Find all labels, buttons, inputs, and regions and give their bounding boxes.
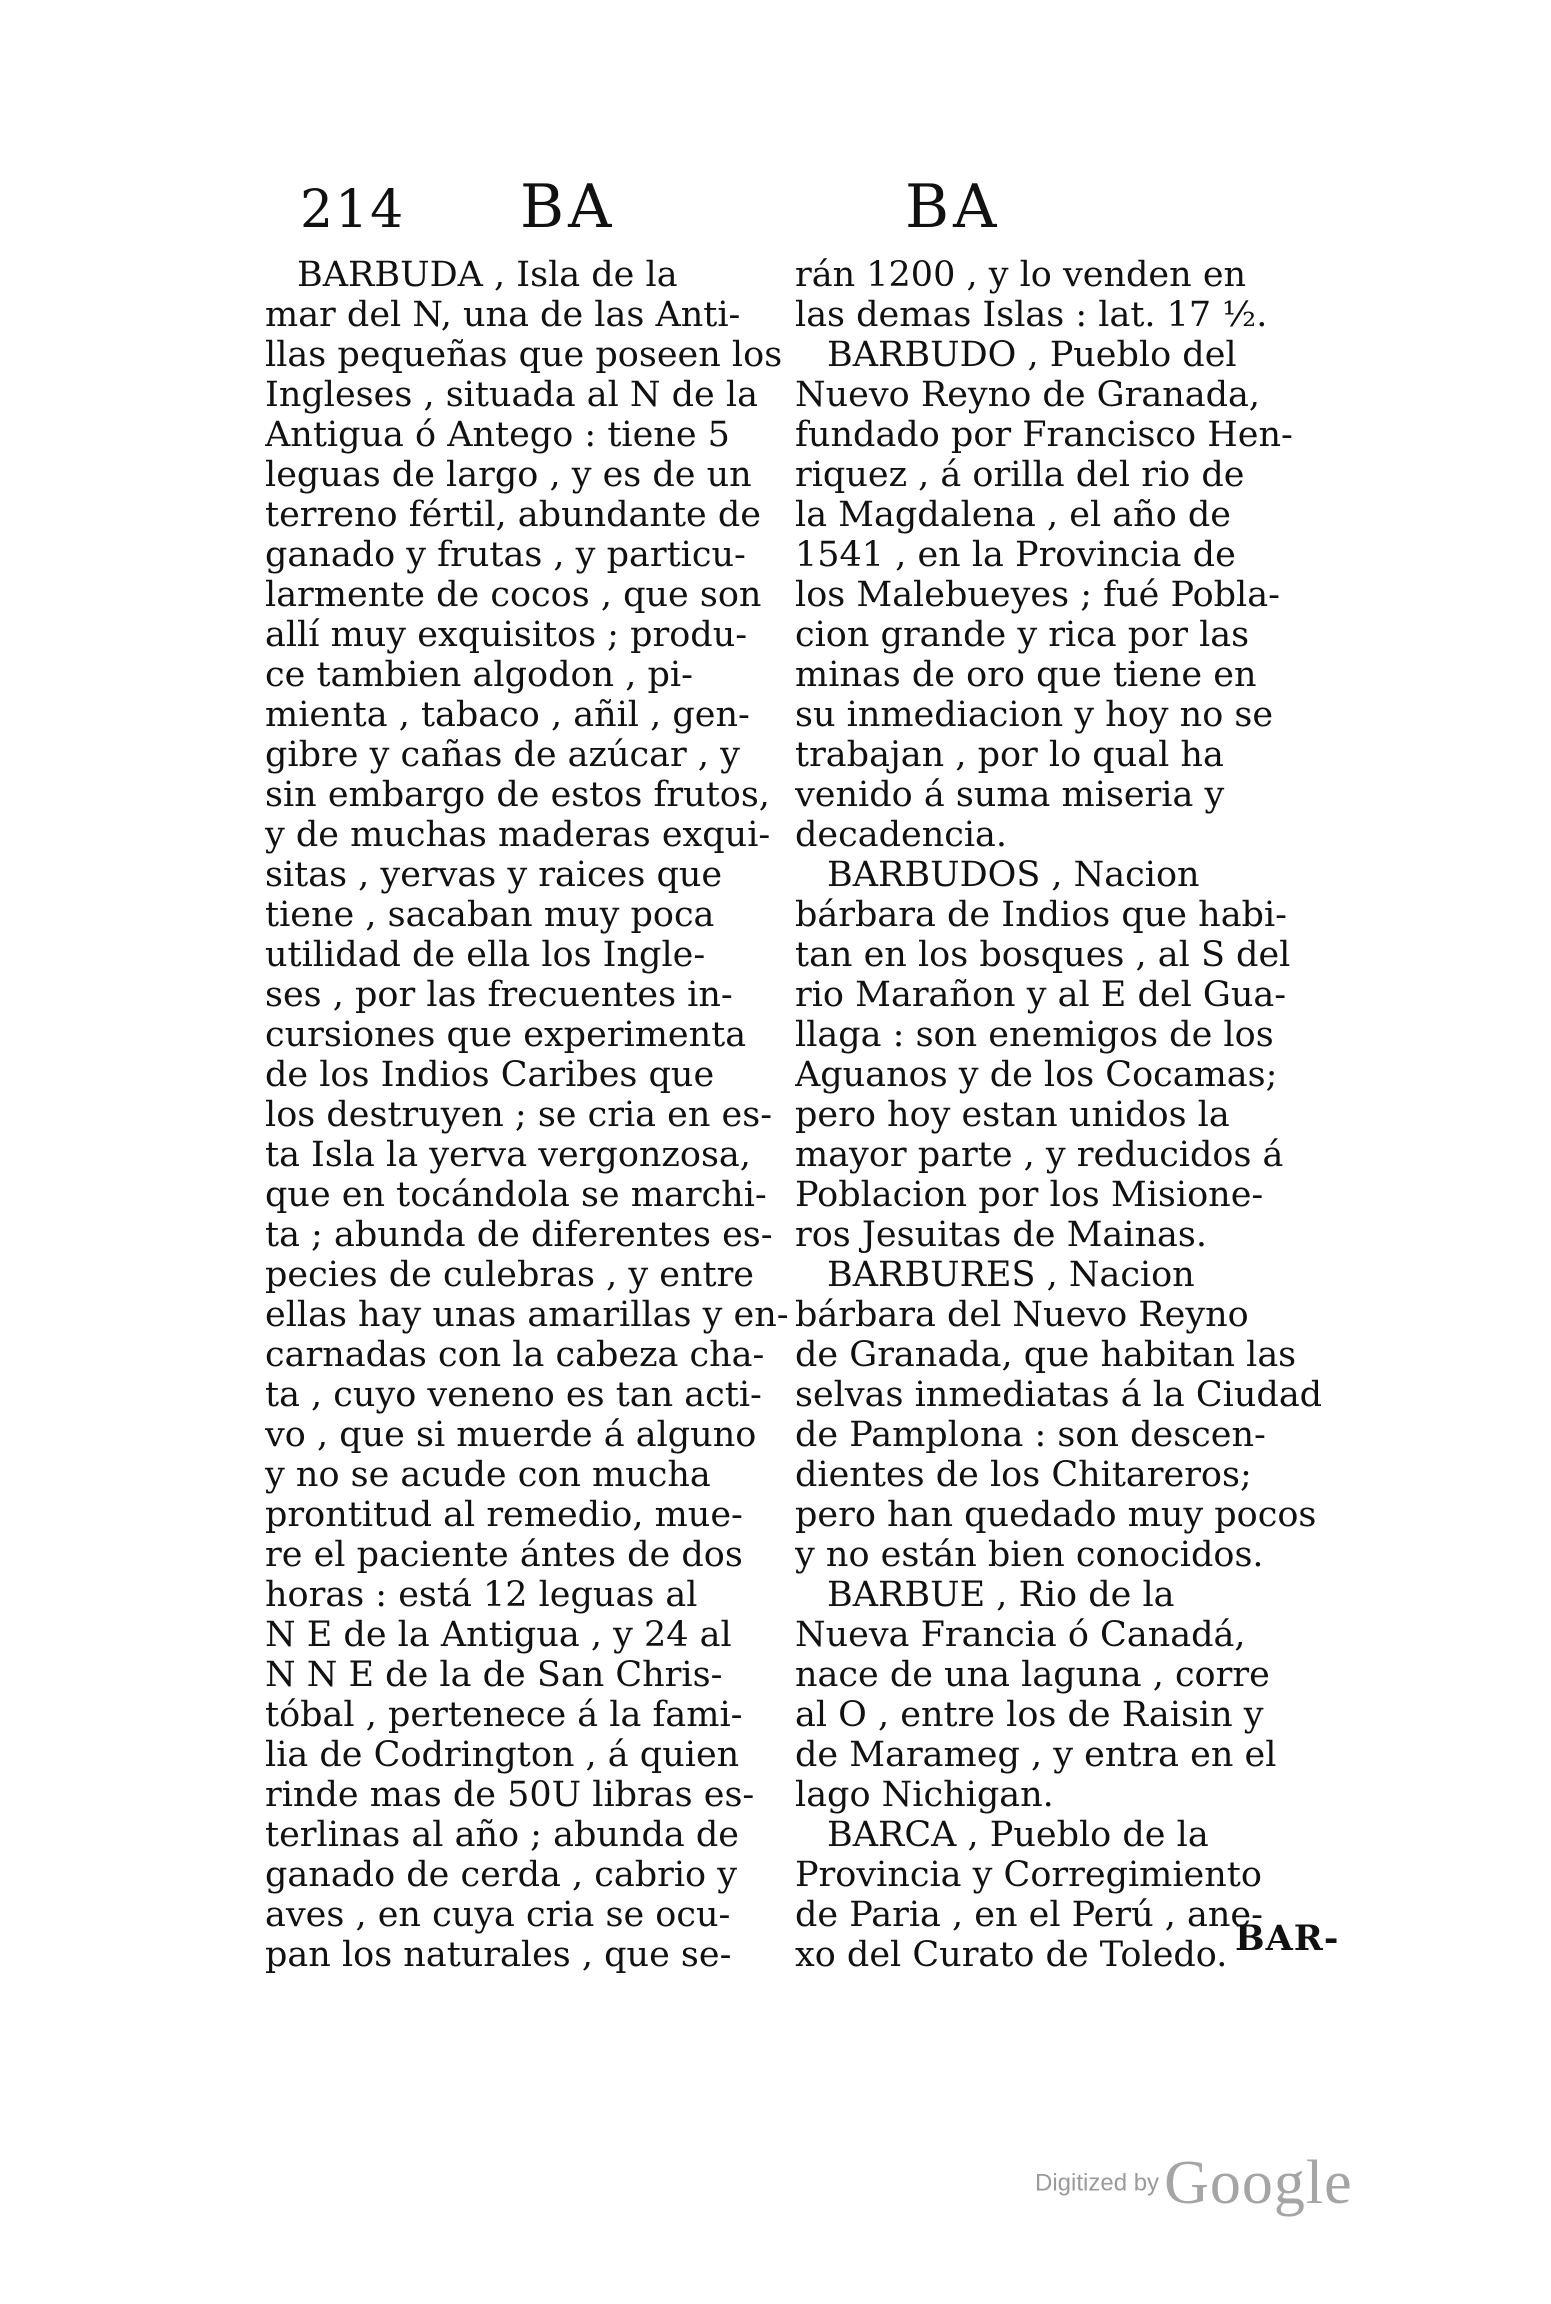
text-line: cursiones que experimenta	[265, 1015, 747, 1055]
text-line: Provincia y Corregimiento	[795, 1855, 1262, 1895]
text-line: y no se acude con mucha	[265, 1455, 711, 1495]
catchword: BAR-	[1235, 1918, 1340, 1959]
text-line: al O , entre los de Raisin y	[795, 1695, 1264, 1735]
text-line: carnadas con la cabeza cha-	[265, 1335, 765, 1375]
text-line: de Marameg , y entra en el	[795, 1735, 1277, 1775]
text-line: Aguanos y de los Cocamas;	[795, 1055, 1278, 1095]
text-line: xo del Curato de Toledo.	[795, 1935, 1228, 1975]
text-line: que en tocándola se marchi-	[265, 1175, 767, 1215]
text-line: mayor parte , y reducidos á	[795, 1135, 1284, 1175]
text-line: lia de Codrington , á quien	[265, 1735, 740, 1775]
text-line: nace de una laguna , corre	[795, 1655, 1270, 1695]
text-line: ta Isla la yerva vergonzosa,	[265, 1135, 751, 1175]
text-line: pero hoy estan unidos la	[795, 1095, 1230, 1135]
text-line: bárbara del Nuevo Reyno	[795, 1295, 1249, 1335]
right-text-column	[795, 255, 1335, 1975]
text-line: larmente de cocos , que son	[265, 575, 762, 615]
text-line: la Magdalena , el año de	[795, 495, 1232, 535]
entry-heading-line: BARBUDOS , Nacion	[827, 855, 1200, 895]
text-line: N E de la Antigua , y 24 al	[265, 1615, 732, 1655]
text-line: de Paria , en el Perú , ane-	[795, 1895, 1263, 1935]
text-line: pan los naturales , que se-	[265, 1935, 732, 1975]
text-line: Antigua ó Antego : tiene 5	[265, 415, 730, 455]
text-line: rán 1200 , y lo venden en	[795, 255, 1247, 295]
entry-heading-line: BARCA , Pueblo de la	[827, 1815, 1209, 1855]
text-line: pecies de culebras , y entre	[265, 1255, 755, 1295]
text-line: Ingleses , situada al N de la	[265, 375, 758, 415]
text-line: de los Indios Caribes que	[265, 1055, 715, 1095]
text-line: horas : está 12 leguas al	[265, 1575, 698, 1615]
text-line: llas pequeñas que poseen los	[265, 335, 783, 375]
text-line: rio Marañon y al E del Gua-	[795, 975, 1287, 1015]
running-head-right: BA	[905, 172, 1001, 242]
text-line: BARBUDA , Isla de la	[297, 255, 678, 295]
text-line: Nueva Francia ó Canadá,	[795, 1615, 1246, 1655]
text-line: Poblacion por los Misione-	[795, 1175, 1264, 1215]
text-line: tiene , sacaban muy poca	[265, 895, 715, 935]
text-line: ta ; abunda de diferentes es-	[265, 1215, 773, 1255]
text-line: allí muy exquisitos ; produ-	[265, 615, 748, 655]
text-line: Nuevo Reyno de Granada,	[795, 375, 1261, 415]
page-number: 214	[300, 180, 406, 240]
text-line: y de muchas maderas exqui-	[265, 815, 771, 855]
text-line: gibre y cañas de azúcar , y	[265, 735, 740, 775]
text-line: terreno fértil, abundante de	[265, 495, 761, 535]
text-line: y no están bien conocidos.	[795, 1535, 1264, 1575]
text-line: bárbara de Indios que habi-	[795, 895, 1287, 935]
text-line: de Pamplona : son descen-	[795, 1415, 1266, 1455]
text-line: terlinas al año ; abunda de	[265, 1815, 739, 1855]
watermark-prefix: Digitized by	[1035, 2169, 1160, 2197]
text-line: ros Jesuitas de Mainas.	[795, 1215, 1207, 1255]
text-line: llaga : son enemigos de los	[795, 1015, 1274, 1055]
text-line: sitas , yervas y raices que	[265, 855, 723, 895]
text-line: rinde mas de 50U libras es-	[265, 1775, 755, 1815]
text-line: las demas Islas : lat. 17 ½.	[795, 295, 1268, 335]
text-line: mienta , tabaco , añil , gen-	[265, 695, 750, 735]
text-line: utilidad de ella los Ingle-	[265, 935, 706, 975]
text-line: trabajan , por lo qual ha	[795, 735, 1224, 775]
text-line: lago Nichigan.	[795, 1775, 1054, 1815]
text-line: los destruyen ; se cria en es-	[265, 1095, 773, 1135]
text-line: sin embargo de estos frutos,	[265, 775, 770, 815]
entry-heading-line: BARBUE , Rio de la	[827, 1575, 1175, 1615]
left-text-column	[265, 255, 795, 1975]
entry-heading-line: BARBURES , Nacion	[827, 1255, 1195, 1295]
text-line: minas de oro que tiene en	[795, 655, 1257, 695]
text-line: pero han quedado muy pocos	[795, 1495, 1317, 1535]
text-line: ta , cuyo veneno es tan acti-	[265, 1375, 762, 1415]
text-line: N N E de la de San Chris-	[265, 1655, 723, 1695]
text-line: vo , que si muerde á alguno	[265, 1415, 757, 1455]
text-line: mar del N, una de las Anti-	[265, 295, 741, 335]
text-line: su inmediacion y hoy no se	[795, 695, 1274, 735]
text-line: tóbal , pertenece á la fami-	[265, 1695, 743, 1735]
running-head-left: BA	[520, 172, 616, 242]
entry-heading-line: BARBUDO , Pueblo del	[827, 335, 1237, 375]
text-line: prontitud al remedio, mue-	[265, 1495, 743, 1535]
text-line: aves , en cuya cria se ocu-	[265, 1895, 731, 1935]
text-line: decadencia.	[795, 815, 1008, 855]
text-line: ganado y frutas , y particu-	[265, 535, 746, 575]
google-logo: Google	[1164, 2149, 1353, 2217]
text-line: ellas hay unas amarillas y en-	[265, 1295, 789, 1335]
text-line: re el paciente ántes de dos	[265, 1535, 743, 1575]
digitized-by-watermark	[1035, 2148, 1353, 2219]
text-line: tan en los bosques , al S del	[795, 935, 1291, 975]
text-line: leguas de largo , y es de un	[265, 455, 752, 495]
text-line: fundado por Francisco Hen-	[795, 415, 1293, 455]
text-line: dientes de los Chitareros;	[795, 1455, 1252, 1495]
text-line: ce tambien algodon , pi-	[265, 655, 693, 695]
text-line: 1541 , en la Provincia de	[795, 535, 1236, 575]
text-line: ganado de cerda , cabrio y	[265, 1855, 737, 1895]
text-line: riquez , á orilla del rio de	[795, 455, 1245, 495]
text-line: cion grande y rica por las	[795, 615, 1250, 655]
text-line: ses , por las frecuentes in-	[265, 975, 733, 1015]
text-line: venido á suma miseria y	[795, 775, 1225, 815]
text-line: los Malebueyes ; fué Pobla-	[795, 575, 1280, 615]
text-line: selvas inmediatas á la Ciudad	[795, 1375, 1323, 1415]
text-line: de Granada, que habitan las	[795, 1335, 1297, 1375]
